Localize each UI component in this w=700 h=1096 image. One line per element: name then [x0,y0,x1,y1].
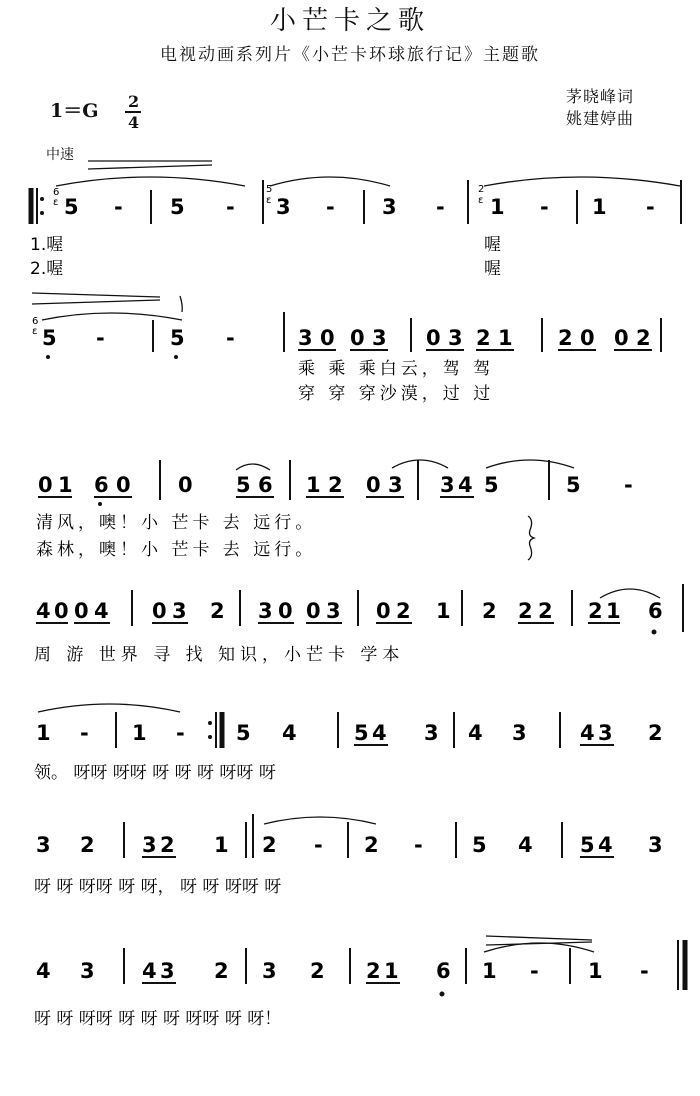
svg-text:4: 4 [94,599,109,623]
svg-text:2: 2 [558,326,573,350]
svg-text:4: 4 [36,959,51,983]
svg-text:0: 0 [38,473,53,497]
svg-text:5: 5 [170,195,185,219]
svg-text:6: 6 [648,599,663,623]
verse-label-2: 2.喔 [30,259,64,279]
svg-text:5: 5 [472,833,487,857]
svg-text:2: 2 [636,326,651,350]
svg-text:ε: ε [478,195,484,206]
svg-text:4: 4 [142,959,157,983]
svg-text:ε: ε [32,326,38,337]
svg-text:-: - [96,326,105,350]
svg-text:3: 3 [276,195,291,219]
chord-mark-2: 2 [478,184,485,195]
lyric-line: 周 游 世界 寻 找 知识，小芒卡 学本 [34,645,405,665]
key-signature: 1＝G [50,100,99,122]
svg-text:5: 5 [484,473,499,497]
svg-text:3: 3 [160,959,175,983]
chord-mark-6: 6 [53,187,60,198]
svg-text:0: 0 [74,599,89,623]
svg-text:4: 4 [458,473,473,497]
score-system-2 [32,293,661,404]
svg-text:-: - [80,721,89,745]
svg-text:-: - [540,195,549,219]
svg-text:3: 3 [36,833,51,857]
svg-text:3: 3 [648,833,663,857]
svg-text:0: 0 [580,326,595,350]
svg-text:ε: ε [53,197,59,208]
svg-text:2: 2 [396,599,411,623]
svg-text:6: 6 [436,959,451,983]
svg-text:1: 1 [606,599,621,623]
svg-text:0: 0 [178,473,193,497]
svg-text:-: - [176,721,185,745]
svg-text:0: 0 [54,599,69,623]
svg-text:1: 1 [498,326,513,350]
lyric-line: 清风，噢！小 芒卡 去 远行。 [36,513,317,533]
svg-text:2: 2 [160,833,175,857]
svg-text:1: 1 [36,721,51,745]
svg-text:0: 0 [320,326,335,350]
svg-text:5: 5 [580,833,595,857]
verse-label-1: 1.喔 [30,235,64,255]
svg-text:5: 5 [64,195,79,219]
svg-text:1: 1 [588,959,603,983]
svg-text:4: 4 [36,599,51,623]
svg-text:3: 3 [326,599,341,623]
song-title: 小芒卡之歌 [269,6,430,36]
svg-text:-: - [640,959,649,983]
svg-text:3: 3 [142,833,157,857]
lyric-line: 呀 呀 呀呀 呀 呀， 呀 呀 呀呀 呀 [34,877,282,897]
svg-text:5: 5 [566,473,581,497]
svg-text:0: 0 [152,599,167,623]
chord-mark-6: 6 [32,316,39,327]
svg-text:-: - [624,473,633,497]
score-system-4 [34,584,683,665]
svg-text:3: 3 [424,721,439,745]
svg-text:-: - [646,195,655,219]
svg-text:0: 0 [614,326,629,350]
lyric-line: 乘 乘 乘白云，驾 驾 [298,359,495,379]
svg-text:3: 3 [372,326,387,350]
svg-text:3: 3 [382,195,397,219]
svg-text:0: 0 [366,473,381,497]
svg-text:0: 0 [376,599,391,623]
svg-text:2: 2 [648,721,663,745]
score-system-1 [30,161,681,279]
svg-text:2: 2 [80,833,95,857]
svg-text:1: 1 [482,959,497,983]
svg-text:-: - [436,195,445,219]
svg-text:3: 3 [440,473,455,497]
svg-text:2: 2 [538,599,553,623]
svg-text:0: 0 [426,326,441,350]
lyric-line: 喔 [484,259,501,279]
svg-text:2: 2 [310,959,325,983]
svg-text:4: 4 [372,721,387,745]
svg-text:3: 3 [388,473,403,497]
svg-text:-: - [530,959,539,983]
svg-text:2: 2 [210,599,225,623]
svg-text:4: 4 [518,833,533,857]
svg-text:4: 4 [598,833,613,857]
svg-text:5: 5 [236,721,251,745]
composer-credit: 姚建婷曲 [566,109,635,128]
svg-text:0: 0 [116,473,131,497]
score-system-3 [36,460,633,560]
svg-text:-: - [314,833,323,857]
svg-text:-: - [114,195,123,219]
svg-text:2: 2 [518,599,533,623]
svg-text:1: 1 [490,195,505,219]
svg-text:3: 3 [262,959,277,983]
score-system-7 [34,936,685,1029]
lyric-line: 喔 [484,235,501,255]
tempo-marking: 中速 [46,147,74,163]
lyricist-credit: 茅晓峰词 [566,87,635,106]
svg-text:5: 5 [42,326,57,350]
svg-text:-: - [414,833,423,857]
song-subtitle: 电视动画系列片《小芒卡环球旅行记》主题歌 [160,45,540,65]
svg-text:3: 3 [512,721,527,745]
svg-text:2: 2 [366,959,381,983]
lyric-line: 领。 呀呀 呀呀 呀 呀 呀 呀呀 呀 [34,763,276,783]
svg-text:1: 1 [592,195,607,219]
svg-text:5: 5 [170,326,185,350]
svg-text:3: 3 [448,326,463,350]
svg-text:0: 0 [350,326,365,350]
svg-text:2: 2 [482,599,497,623]
svg-text:6: 6 [94,473,109,497]
lyric-line: 穿 穿 穿沙漠，过 过 [298,384,495,404]
time-signature-top: 2 [128,92,140,111]
svg-text:1: 1 [436,599,451,623]
svg-text:2: 2 [588,599,603,623]
lyric-line: 呀 呀 呀呀 呀 呀 呀 呀呀 呀 呀！ [34,1009,282,1029]
svg-text:0: 0 [278,599,293,623]
score-system-6 [34,814,663,897]
chord-mark-5: 5 [266,184,273,195]
svg-text:4: 4 [282,721,297,745]
lyric-line: 森林，噢！小 芒卡 去 远行。 [36,540,317,560]
svg-text:-: - [226,195,235,219]
svg-text:4: 4 [468,721,483,745]
score-system-5 [34,704,663,783]
svg-text:1: 1 [306,473,321,497]
svg-text:2: 2 [262,833,277,857]
svg-text:3: 3 [172,599,187,623]
svg-text:4: 4 [580,721,595,745]
svg-text:2: 2 [214,959,229,983]
svg-text:6: 6 [258,473,273,497]
svg-text:1: 1 [58,473,73,497]
svg-text:2: 2 [476,326,491,350]
svg-text:2: 2 [364,833,379,857]
svg-text:1: 1 [132,721,147,745]
svg-text:0: 0 [306,599,321,623]
svg-text:1: 1 [214,833,229,857]
svg-text:5: 5 [236,473,251,497]
svg-text:3: 3 [598,721,613,745]
svg-text:ε: ε [266,195,272,206]
svg-text:3: 3 [258,599,273,623]
svg-text:3: 3 [298,326,313,350]
svg-text:3: 3 [80,959,95,983]
svg-text:-: - [326,195,335,219]
svg-text:5: 5 [354,721,369,745]
svg-text:2: 2 [328,473,343,497]
time-signature-bottom: 4 [128,113,140,132]
svg-text:1: 1 [384,959,399,983]
svg-text:-: - [226,326,235,350]
